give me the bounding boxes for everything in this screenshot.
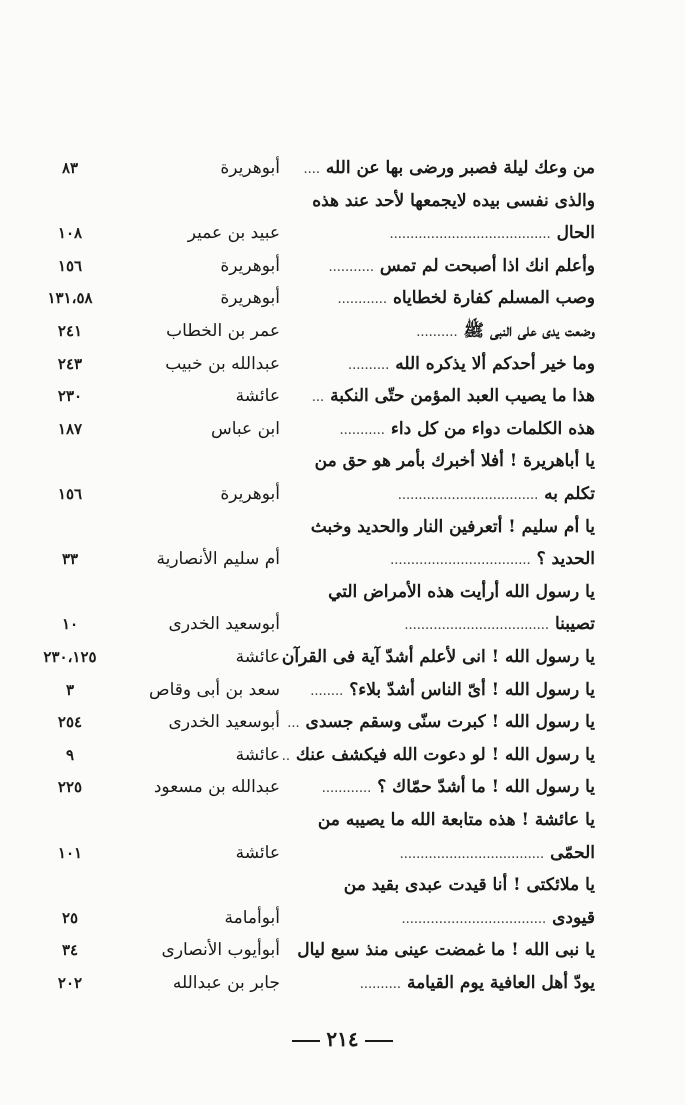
index-row bbox=[0, 543, 685, 576]
page-reference: ٢٥٤ bbox=[57, 713, 83, 732]
index-row bbox=[0, 282, 685, 315]
page-reference: ٢٢٥ bbox=[57, 778, 83, 797]
hadith-text bbox=[312, 189, 595, 213]
hadith-text bbox=[398, 482, 595, 508]
index-row bbox=[0, 185, 685, 218]
hadith-incipit: الحال bbox=[556, 223, 595, 244]
hadith-incipit: يا رسول الله أرأيت هذه الأمراض التي bbox=[328, 581, 595, 602]
narrator-name: أبوسعيد الخدرى bbox=[168, 614, 280, 635]
narrator-name: أبوأمامة bbox=[224, 907, 280, 928]
page-reference: ٢٣٠،١٢٥ bbox=[43, 648, 97, 666]
leader-dots: ... bbox=[311, 390, 325, 406]
index-row bbox=[0, 967, 685, 1000]
narrator-name: عائشة bbox=[235, 744, 280, 765]
index-row bbox=[0, 837, 685, 870]
hadith-text bbox=[281, 743, 595, 769]
narrator-name: ابن عباس bbox=[210, 418, 280, 439]
leader-dots: .......... bbox=[359, 977, 402, 992]
hadith-incipit: وضعت يدى على النبى ﷺ bbox=[463, 321, 595, 341]
hadith-text bbox=[310, 678, 595, 704]
hadith-text bbox=[389, 221, 595, 247]
index-row bbox=[0, 641, 685, 674]
hadith-incipit: يا أم سليم ! أتعرفين النار والحديد وخبث bbox=[310, 516, 595, 537]
leader-dots: ................................... bbox=[401, 911, 547, 927]
hadith-text bbox=[390, 547, 595, 573]
narrator-name: عبدالله بن مسعود bbox=[153, 777, 280, 798]
hadith-incipit: يا رسول الله ! لو دعوت الله فيكشف عنك bbox=[295, 744, 595, 765]
hadith-incipit: الحمّى bbox=[550, 842, 595, 863]
index-row bbox=[0, 902, 685, 935]
hadith-text bbox=[312, 384, 595, 410]
page-reference: ٨٣ bbox=[61, 159, 79, 177]
hadith-text bbox=[318, 808, 595, 832]
hadith-text bbox=[303, 156, 595, 182]
hadith-text bbox=[311, 515, 595, 539]
leader-dots: .... bbox=[303, 162, 320, 177]
index-row bbox=[0, 934, 685, 967]
hadith-text bbox=[339, 417, 595, 443]
hadith-incipit: وما خير أحدكم ألا يذكره الله bbox=[395, 353, 595, 374]
page-reference: ٢٥ bbox=[61, 908, 79, 927]
index-row bbox=[0, 478, 685, 511]
index-row bbox=[0, 413, 685, 446]
hadith-incipit: هذا ما يصيب العبد المؤمن حتّى النكبة bbox=[330, 386, 595, 407]
hadith-text bbox=[360, 971, 595, 997]
hadith-text bbox=[329, 254, 595, 280]
narrator-name: عائشة bbox=[235, 647, 280, 667]
hadith-incipit: قيودى bbox=[552, 907, 595, 928]
leader-dots: ................................... bbox=[399, 846, 545, 862]
hadith-text bbox=[297, 938, 595, 962]
hadith-text bbox=[328, 580, 595, 604]
leader-dots: ....................................... bbox=[389, 227, 551, 243]
hadith-text bbox=[337, 286, 595, 312]
narrator-name: عبدالله بن خبيب bbox=[165, 353, 280, 374]
page-reference: ٢٣٠ bbox=[57, 387, 83, 406]
leader-dots: ................................... bbox=[404, 618, 550, 634]
leader-dots: .......... bbox=[347, 357, 390, 373]
index-row bbox=[0, 674, 685, 707]
hadith-text bbox=[322, 775, 595, 801]
leader-dots: ........... bbox=[339, 422, 385, 438]
page-reference: ٣٤ bbox=[61, 941, 79, 960]
leader-dots: ........... bbox=[328, 259, 374, 275]
hadith-text bbox=[281, 645, 595, 669]
index-row bbox=[0, 152, 685, 185]
page-reference: ٣ bbox=[65, 680, 75, 699]
leader-dots: ........ bbox=[310, 683, 344, 699]
index-row bbox=[0, 380, 685, 413]
index-row bbox=[0, 869, 685, 902]
hadith-incipit: يا عائشة ! هذه متابعة الله ما يصيبه من bbox=[317, 810, 595, 830]
page-reference: ١٠ bbox=[61, 615, 79, 634]
narrator-name: أم سليم الأنصارية bbox=[156, 549, 280, 570]
hadith-text bbox=[416, 319, 595, 345]
narrator-name: أبوهريرة bbox=[220, 484, 280, 504]
hadith-incipit: تكلم به bbox=[544, 484, 595, 504]
hadith-text bbox=[348, 352, 595, 378]
index-row bbox=[0, 576, 685, 609]
narrator-name: أبوأيوب الأنصارى bbox=[161, 940, 280, 961]
hadith-incipit: من وعك ليلة فصبر ورضى بها عن الله bbox=[325, 158, 595, 178]
hadith-incipit: الحديد ؟ bbox=[536, 549, 595, 570]
hadith-incipit: والذى نفسى بيده لايجمعها لأحد عند هذه bbox=[312, 190, 595, 211]
narrator-name: أبوسعيد الخدرى bbox=[168, 712, 280, 733]
footer-page-number: ٢١٤ bbox=[326, 1027, 359, 1051]
hadith-incipit: وأعلم انك اذا أصبحت لم تمس bbox=[379, 255, 595, 276]
hadith-incipit: يا رسول الله ! أىّ الناس أشدّ بلاء؟ bbox=[349, 679, 595, 700]
leader-dots: .................................. bbox=[397, 488, 539, 503]
leader-dots: .................................. bbox=[390, 553, 531, 569]
page-reference: ٢٤٣ bbox=[57, 354, 83, 373]
leader-dots: ... bbox=[287, 716, 300, 732]
page-reference: ١٠١ bbox=[57, 843, 83, 862]
index-row bbox=[0, 706, 685, 739]
narrator-name: سعد بن أبى وقاص bbox=[149, 679, 280, 700]
index-row bbox=[0, 250, 685, 283]
page-reference: ٢٤١ bbox=[57, 322, 83, 340]
hadith-text bbox=[287, 710, 595, 736]
leader-dots: .. bbox=[281, 748, 290, 764]
page-reference: ١٥٦ bbox=[57, 256, 83, 275]
narrator-name: عائشة bbox=[235, 386, 280, 407]
leader-dots: ............ bbox=[337, 292, 388, 308]
hadith-incipit: هذه الكلمات دواء من كل داء bbox=[390, 418, 595, 439]
narrator-name: أبوهريرة bbox=[220, 158, 280, 178]
hadith-incipit: وصب المسلم كفارة لخطاياه bbox=[392, 288, 595, 309]
page-reference: ١٨٧ bbox=[57, 419, 83, 438]
footer-dash-left bbox=[292, 1040, 320, 1042]
page-reference: ١٣١،٥٨ bbox=[47, 289, 93, 308]
narrator-name: عمر بن الخطاب bbox=[166, 321, 280, 341]
hadith-incipit: تصيبنا bbox=[554, 614, 595, 635]
index-row bbox=[0, 445, 685, 478]
page-reference: ٩ bbox=[65, 745, 75, 764]
hadith-incipit: يا رسول الله ! كبرت سنّى وسقم جسدى bbox=[305, 712, 595, 733]
index-row bbox=[0, 217, 685, 250]
index-row bbox=[0, 608, 685, 641]
hadith-incipit: يا نبى الله ! ما غمضت عينى منذ سبع ليال bbox=[297, 940, 595, 961]
hadith-text bbox=[400, 841, 595, 867]
page-footer bbox=[0, 1027, 685, 1051]
hadith-incipit: يا رسول الله ! ما أشدّ حمّاك ؟ bbox=[377, 777, 595, 798]
page-reference: ٢٠٢ bbox=[57, 974, 83, 992]
hadith-incipit: يودّ أهل العافية يوم القيامة bbox=[406, 973, 595, 993]
hadith-text bbox=[402, 906, 595, 932]
hadith-text bbox=[404, 612, 595, 638]
index-row bbox=[0, 315, 685, 348]
index-row bbox=[0, 739, 685, 772]
hadith-incipit: يا أباهريرة ! أفلا أخبرك بأمر هو حق من bbox=[314, 451, 595, 472]
index-row bbox=[0, 804, 685, 837]
leader-dots: .......... bbox=[416, 325, 458, 340]
narrator-name: أبوهريرة bbox=[220, 288, 280, 309]
hadith-incipit: يا ملائكتى ! أنا قيدت عبدى بقيد من bbox=[343, 875, 595, 896]
footer-dash-right bbox=[365, 1040, 393, 1042]
page-reference: ١٥٦ bbox=[57, 485, 83, 503]
leader-dots: ............ bbox=[321, 781, 372, 797]
hadith-text bbox=[315, 449, 595, 473]
narrator-name: جابر بن عبدالله bbox=[172, 973, 280, 993]
index-row bbox=[0, 511, 685, 544]
index-row bbox=[0, 348, 685, 381]
index-row bbox=[0, 771, 685, 804]
narrator-name: أبوهريرة bbox=[220, 255, 280, 276]
hadith-text bbox=[344, 873, 595, 897]
page-reference: ١٠٨ bbox=[57, 224, 83, 243]
narrator-name: عبيد بن عمير bbox=[187, 223, 280, 244]
page-reference: ٣٣ bbox=[61, 550, 79, 569]
narrator-name: عائشة bbox=[235, 842, 280, 863]
hadith-incipit: يا رسول الله ! انى لأعلم أشدّ آية فى القرآن bbox=[281, 647, 595, 667]
